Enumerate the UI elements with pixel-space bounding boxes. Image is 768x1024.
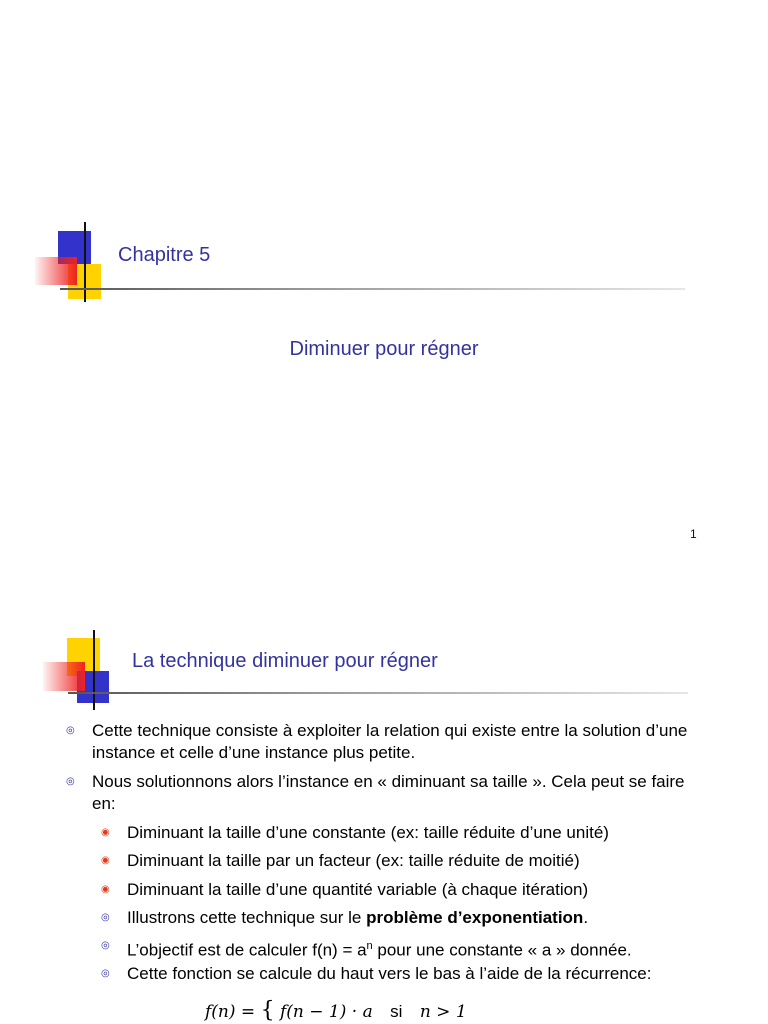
sub-bullet-item (127, 935, 757, 962)
slide-logo (40, 630, 120, 712)
sub-bullet-marker-icon: ◎ (101, 968, 110, 979)
title-rule (60, 288, 685, 290)
sub-bullet-item: Diminuant la taille d’une quantité variable (à chaque itération) (127, 880, 589, 899)
objective-end: pour une constante « a » donnée. (372, 940, 632, 960)
sub-bullet-marker-icon: ◎ (101, 940, 110, 951)
title-rule (68, 692, 688, 694)
recurrence-formula (205, 998, 467, 1023)
bullet-item: Cette technique consiste à exploiter la relation qui existe entre la solution d’une instance et celle d’une instance plus petite. (92, 721, 688, 762)
formula-lhs: f(n) (205, 1002, 236, 1022)
logo-vertical-line (93, 630, 95, 710)
illustrate-bold-term: problème d’exponentiation (366, 908, 584, 927)
formula-si: si (390, 1002, 403, 1021)
sub-bullet-item (127, 907, 757, 929)
slide-2 (0, 580, 768, 1024)
logo-vertical-line (84, 222, 86, 302)
bullet-marker-icon: ◎ (66, 725, 75, 736)
sub-bullet-item: Diminuant la taille par un facteur (ex: taille réduite de moitié) (127, 851, 580, 870)
bullet-item: Nous solutionnons alors l’instance en « diminuant sa taille ». Cela peut se faire en: (92, 772, 685, 813)
logo-red-square (35, 257, 77, 285)
formula-equals: = (240, 1002, 256, 1022)
logo-red-square (43, 662, 85, 691)
slide-title: La technique diminuer pour régner (132, 650, 438, 672)
slide-subtitle: Diminuer pour régner (289, 338, 479, 360)
sub-bullet-item: Diminuant la taille d’une constante (ex: taille réduite d’une unité) (127, 823, 609, 842)
formula-brace: { (260, 998, 275, 1023)
formula-case-expression: f(n − 1) · a (279, 1002, 373, 1022)
sub-bullet-marker-icon: ◉ (101, 855, 110, 866)
formula-condition: n > 1 (419, 1002, 467, 1022)
illustrate-end: . (583, 908, 589, 927)
sub-bullet-marker-icon: ◎ (101, 912, 110, 923)
sub-bullet-item: Cette fonction se calcule du haut vers le bas à l’aide de la récurrence: (127, 964, 652, 983)
objective-exponent: n (366, 940, 373, 952)
bullet-marker-icon: ◎ (66, 776, 75, 787)
illustrate-text: Illustrons cette technique sur le (127, 908, 367, 927)
page-number: 1 (690, 527, 697, 541)
sub-bullet-marker-icon: ◉ (101, 827, 110, 838)
sub-bullet-marker-icon: ◉ (101, 884, 110, 895)
chapter-title: Chapitre 5 (118, 244, 211, 266)
objective-text: L’objectif est de calculer f(n) = a (127, 940, 367, 960)
